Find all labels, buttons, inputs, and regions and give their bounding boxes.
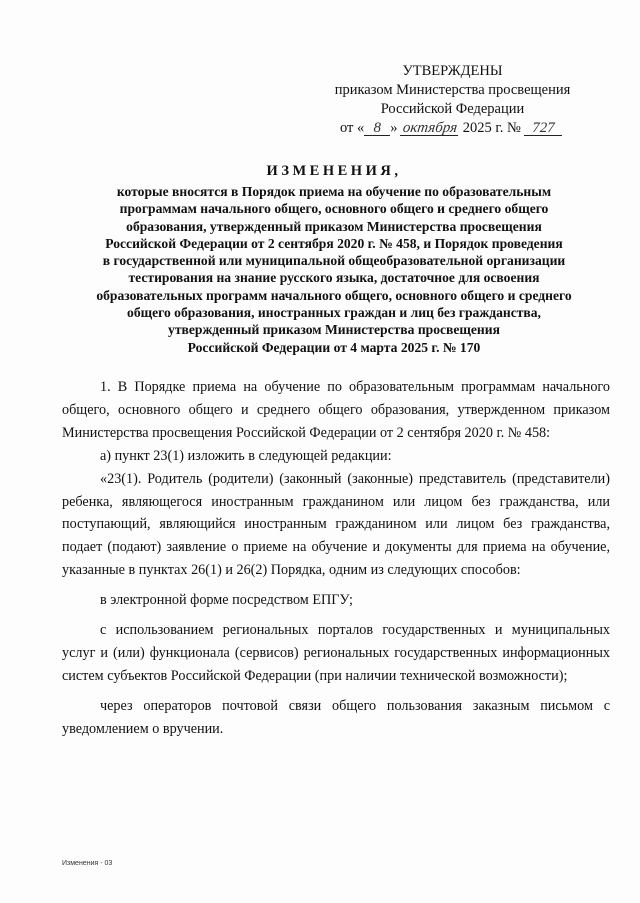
subtitle-line: общего образования, иностранных граждан и лиц без гражданства,	[127, 305, 541, 321]
handwritten-month: октября	[402, 120, 459, 136]
document-body	[62, 376, 610, 741]
subtitle-line: образования, утвержденный приказом Министерства просвещения	[126, 218, 542, 234]
approved-label: УТВЕРЖДЕНЫ	[402, 63, 503, 79]
subtitle-line: образовательных программ начального общего, основного общего и среднего	[96, 287, 572, 303]
paragraph-6: через операторов почтовой связи общего пользования заказным письмом с уведомлением о вручении.	[62, 697, 610, 737]
subtitle-line: которые вносятся в Порядок приема на обучение по образовательным	[116, 184, 552, 199]
handwritten-order-number: 727	[524, 121, 562, 136]
page-footer: Изменения - 03	[62, 860, 113, 867]
approval-stamp	[330, 62, 575, 138]
approval-date-line	[330, 119, 575, 138]
paragraph-1: 1. В Порядке приема на обучение по образовательным программам начального общего, основного общего и среднего общего образования, утвержденном приказом Министерства просвещения Российской Федерации от 2 сентября 2020 г. № 458:	[62, 379, 610, 441]
approval-line-1: приказом Министерства просвещения	[334, 82, 571, 98]
paragraph-4: в электронной форме посредством ЕПГУ;	[100, 592, 353, 609]
date-year: 2025 г. №	[462, 120, 521, 136]
subtitle-line: тестирования на знание русского языка, достаточное для освоения	[128, 270, 540, 286]
subtitle-line: в государственной или муниципальной общеобразовательной организации	[102, 253, 566, 269]
date-mid: »	[390, 120, 398, 136]
handwritten-day: 8	[364, 121, 390, 136]
subtitle-line: программам начального общего, основного общего и среднего общего	[119, 201, 549, 217]
paragraph-5: с использованием региональных порталов государственных и муниципальных услуг и (или) функционала (сервисов) региональных государственных информационных систем субъектов Российской Федерации (при наличии технической возможности);	[62, 622, 610, 684]
subtitle-line: Российской Федерации от 4 марта 2025 г. № 170	[187, 339, 481, 355]
date-prefix: от «	[340, 120, 365, 136]
paragraph-3: «23(1). Родитель (родители) (законный (законные) представитель (представители) ребенка, являющегося иностранным гражданином или лицом без гражданства, или поступающий, являющийся иностранным гражданином или лицом без гражданства, подает (подают) заявление о приеме на обучение и документы для приема на обучение, указанные в пунктах 26(1) и 26(2) Порядка, одним из следующих способов:	[62, 470, 610, 579]
paragraph-2: а) пункт 23(1) изложить в следующей редакции:	[100, 447, 392, 464]
subtitle-line: Российской Федерации от 2 сентября 2020 г. № 458, и Порядок проведения	[105, 235, 563, 251]
document-subtitle	[60, 183, 608, 356]
approval-line-2: Российской Федерации	[380, 101, 525, 117]
subtitle-line: утвержденный приказом Министерства просвещения	[168, 322, 500, 338]
document-title: ИЗМЕНЕНИЯ,	[266, 163, 402, 179]
